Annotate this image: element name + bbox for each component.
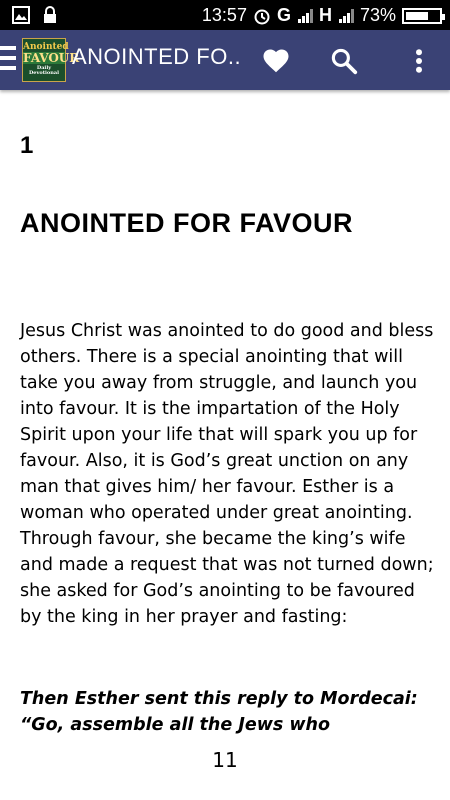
body-paragraph: Jesus Christ was anointed to do good and bless others. There is a special anointing that will take you away from struggle, and launch you into favour. It is the impartation of the Holy Spirit upon your life that will spark you up for favour. Also, it is God’s great unction on any man that gives him/ her favour. Esther is a woman who operated under great anointing. Through favour, she became the king’s wife and made a request that was not turned down; she asked for God’s anointing to be favoured by the king in her prayer and fasting: <box>20 321 434 627</box>
page-number: 11 <box>212 748 238 772</box>
chapter-title: ANOINTED FOR FAVOUR <box>20 208 353 238</box>
network-type-label: G <box>276 5 291 25</box>
lock-icon <box>42 6 58 24</box>
menu-icon[interactable] <box>0 46 16 74</box>
app-title: ANOINTED FO.. <box>72 44 242 69</box>
status-bar <box>0 0 450 30</box>
battery-percent: 73% <box>359 5 396 25</box>
logo-text: Anointed <box>23 42 69 52</box>
alarm-icon <box>253 7 271 25</box>
more-vert-icon[interactable] <box>404 46 434 76</box>
app-bar <box>0 30 450 90</box>
logo-text: Daily Devotional <box>28 65 60 76</box>
battery-icon <box>402 8 442 24</box>
image-notification-icon <box>12 6 30 24</box>
scripture-quote: Then Esther sent this reply to Mordecai: “Go, assemble all the Jews who <box>20 689 418 735</box>
battery-fill <box>406 12 428 20</box>
network-type-label-2: H <box>318 5 332 25</box>
app-logo <box>22 38 80 82</box>
clock: 13:57 <box>201 5 247 25</box>
signal-icon <box>297 8 313 24</box>
signal-icon-2 <box>338 8 354 24</box>
logo-text: FAVOUR <box>23 51 80 65</box>
status-left <box>12 6 58 24</box>
chapter-number: 1 <box>20 132 34 159</box>
search-icon[interactable] <box>329 46 359 76</box>
status-right <box>202 5 442 26</box>
heart-icon[interactable] <box>261 46 291 76</box>
